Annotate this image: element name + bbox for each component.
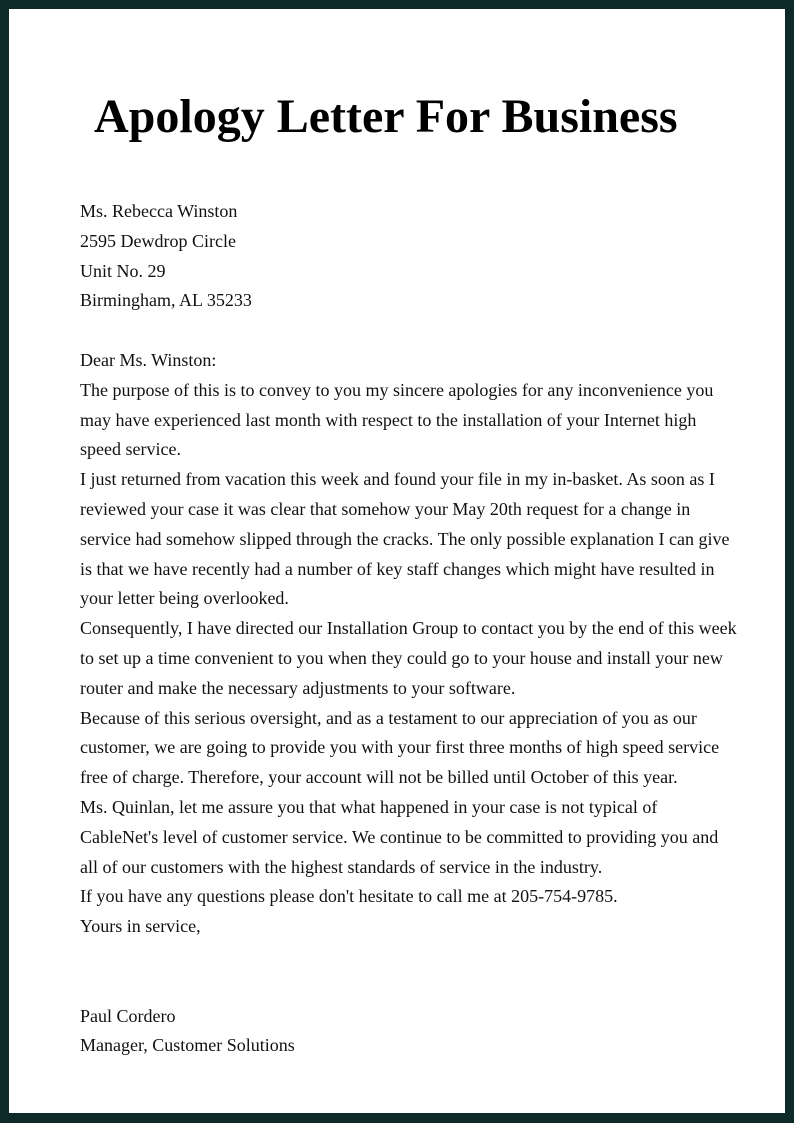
salutation: Dear Ms. Winston: (80, 349, 217, 370)
recipient-name: Ms. Rebecca Winston (80, 201, 238, 221)
closing: Yours in service, (80, 916, 201, 937)
paragraph-contact: If you have any questions please don't hesitate to call me at 205-754-9785. (80, 886, 618, 907)
recipient-street: 2595 Dewdrop Circle (80, 230, 236, 251)
paragraph-assurance: Ms. Quinlan, let me assure you that what happened in your case is not typical of CableNet's level of customer service. We continue to be committed to providing you and all of our customers with the highest standards of service in the industry. (80, 796, 719, 877)
signer-title: Manager, Customer Solutions (80, 1035, 295, 1056)
document-title: Apology Letter For Business (94, 90, 678, 143)
recipient-unit: Unit No. 29 (80, 260, 166, 281)
letter-page (9, 9, 785, 1113)
spacer (80, 316, 740, 346)
letter-body (80, 197, 740, 1061)
signature-block (80, 1002, 740, 1062)
signature-space (80, 942, 740, 1002)
recipient-address (80, 197, 740, 316)
signer-name: Paul Cordero (80, 1005, 176, 1026)
paragraph-action: Consequently, I have directed our Installation Group to contact you by the end of this week to set up a time convenient to you when they could go to your house and install your new router and make the necessary adjustments to your software. (80, 618, 737, 698)
recipient-city: Birmingham, AL 35233 (80, 290, 252, 311)
paragraph-compensation: Because of this serious oversight, and as a testament to our appreciation of you as our customer, we are going to provide you with your first three months of high speed service free of charge. Therefore, your account will not be billed until October of this year. (80, 707, 720, 788)
paragraph-explanation: I just returned from vacation this week and found your file in my in-basket. As soon as I reviewed your case it was clear that somehow your May 20th request for a change in service had somehow slipped through the cracks. The only possible explanation I can give is that we have recently had a number of key staff changes which might have resulted in your letter being overlooked. (80, 469, 730, 609)
paragraph-purpose: The purpose of this is to convey to you my sincere apologies for any inconvenience you may have experienced last month with respect to the installation of your Internet high speed service. (80, 379, 714, 460)
